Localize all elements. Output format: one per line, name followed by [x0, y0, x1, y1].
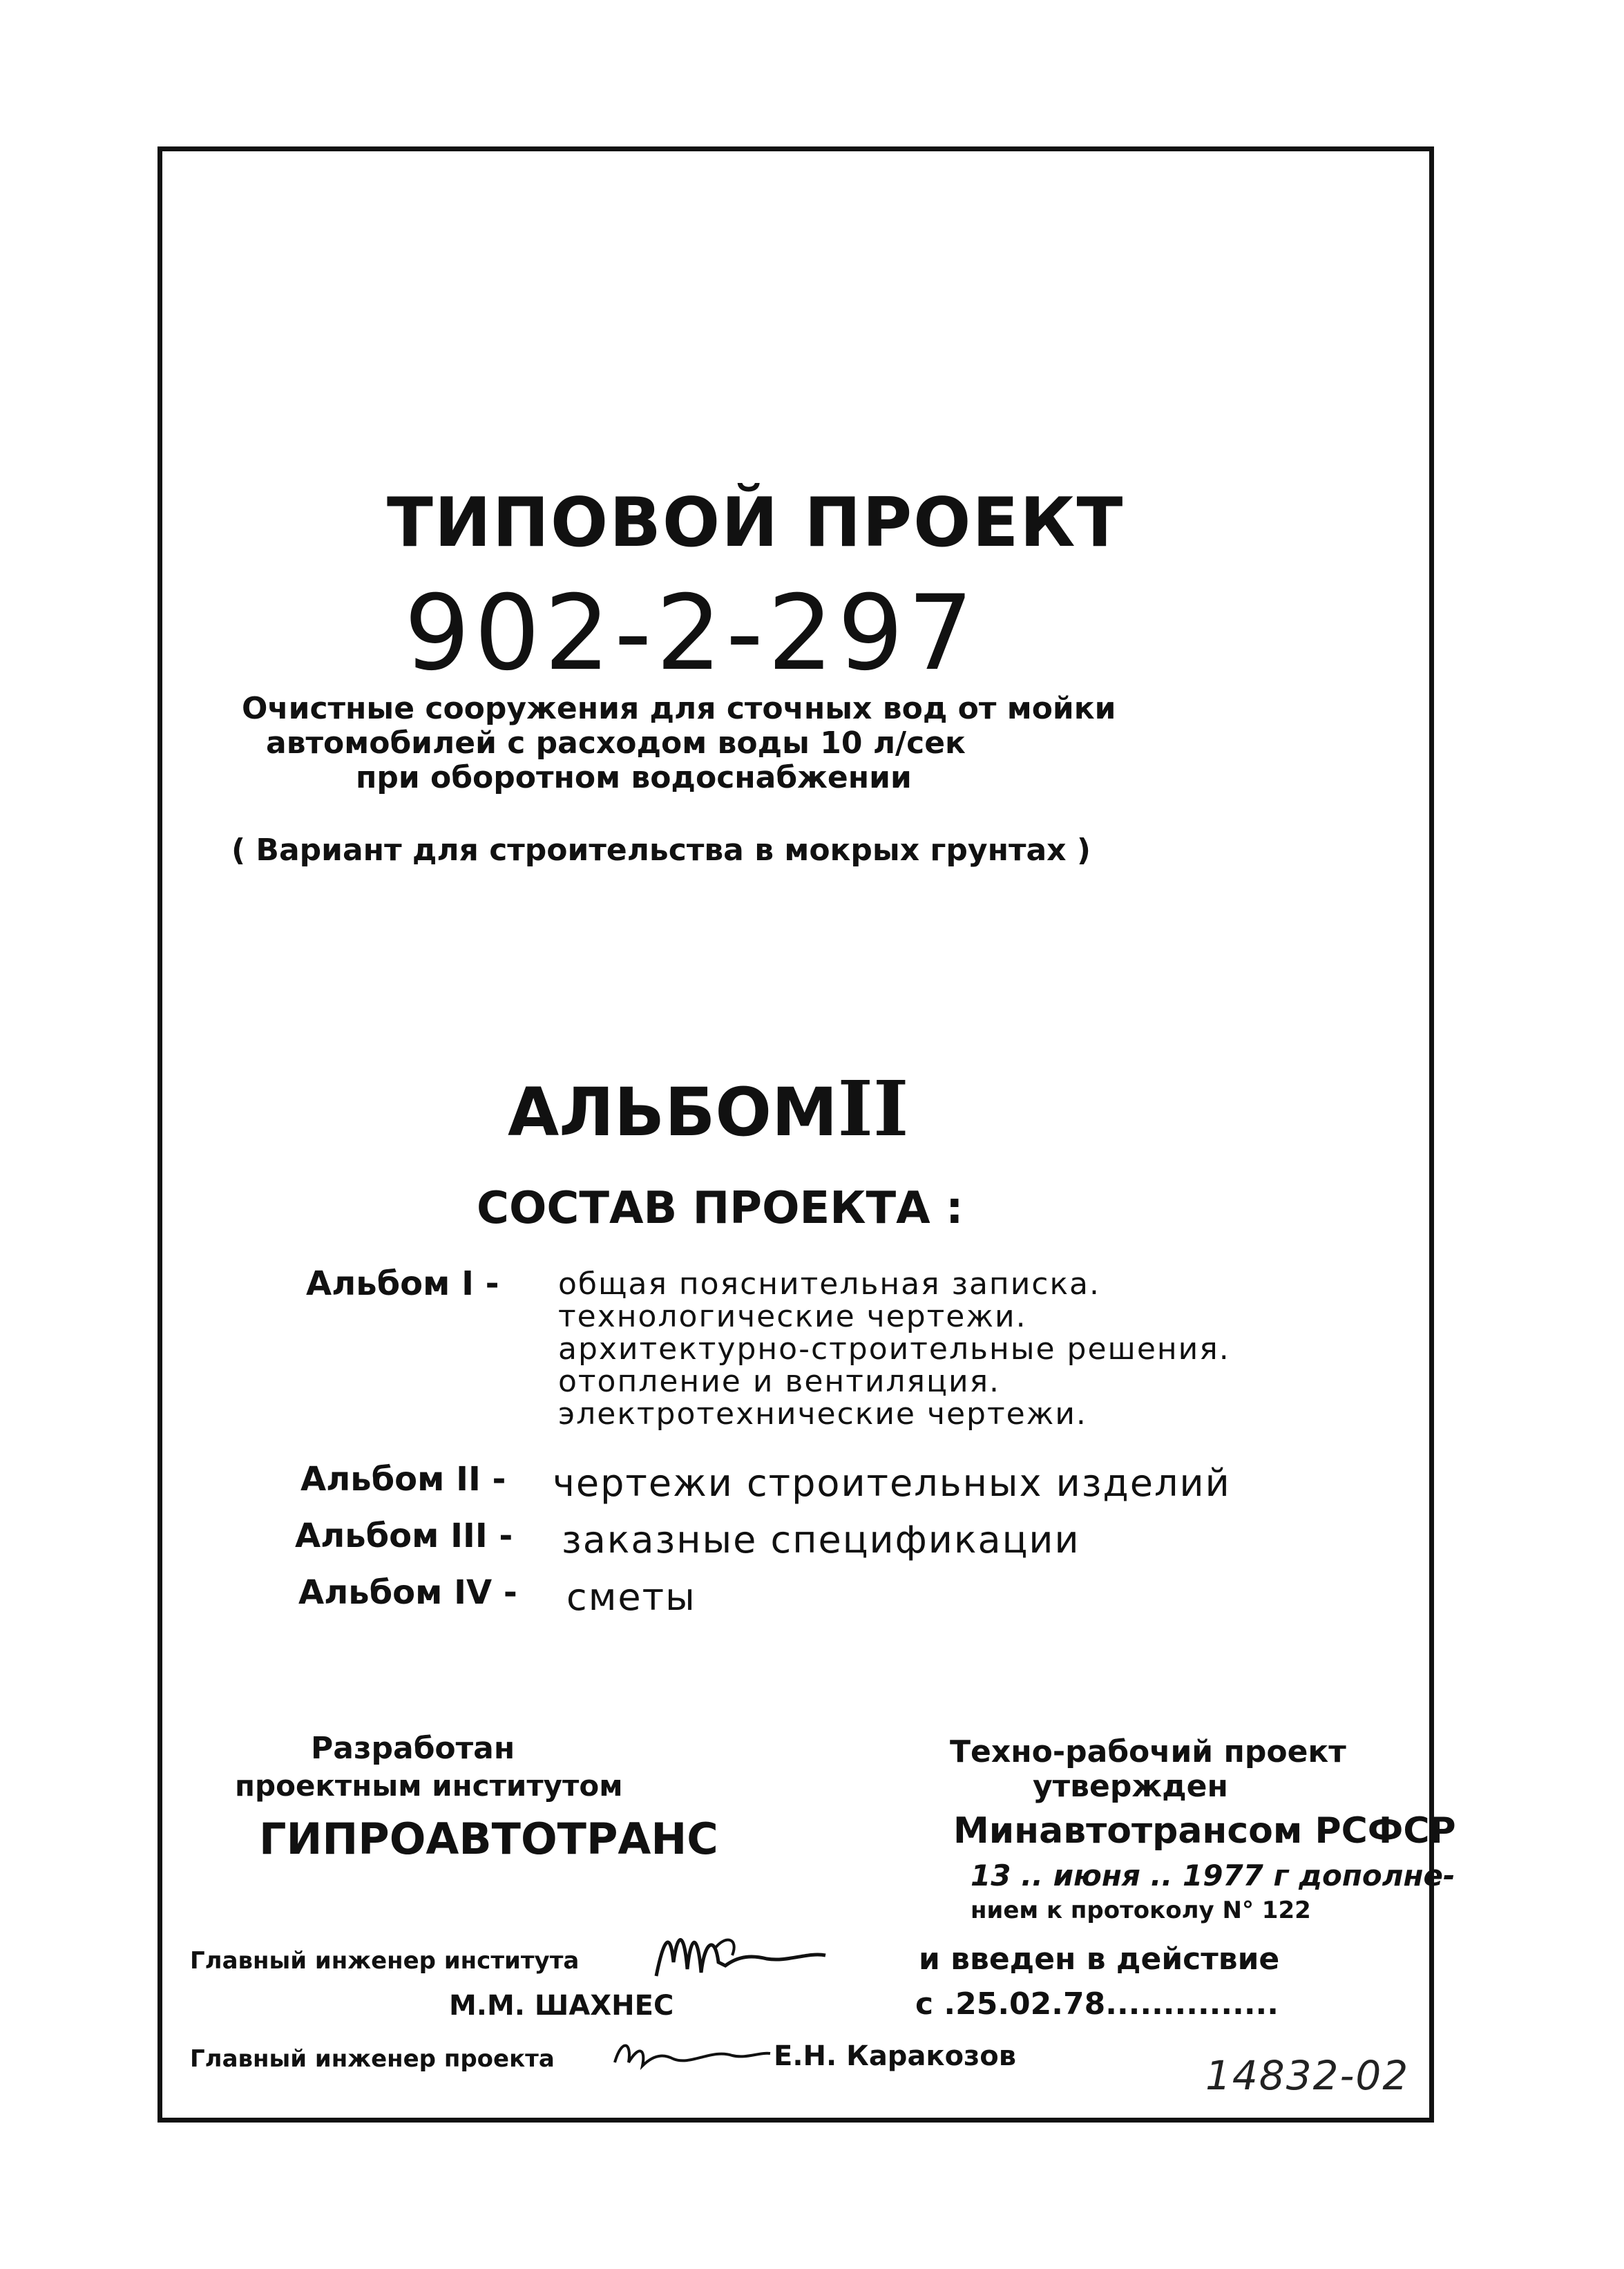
album-label: АЛЬБОМ [508, 1074, 838, 1151]
album-4-item: сметы [566, 1575, 696, 1619]
album-1-item: технологические чертежи. [558, 1299, 1027, 1334]
effective-date: с .25.02.78............... [915, 1986, 1279, 2022]
document-title: ТИПОВОЙ ПРОЕКТ [387, 484, 1125, 562]
description-line-2: автомобилей с расходом воды 10 л/сек [266, 725, 966, 761]
approval-line-1: Техно-рабочий проект [950, 1734, 1346, 1769]
approval-line-3: Минавтотрансом РСФСР [953, 1810, 1456, 1852]
album-heading [508, 1064, 908, 1153]
approval-date: 13 .. июня .. 1977 г дополне- [971, 1859, 1455, 1892]
project-signature [608, 2024, 774, 2080]
developer-line-1: Разработан [311, 1731, 515, 1766]
institute-signature [649, 1914, 829, 1990]
description-line-3: при оборотном водоснабжении [356, 760, 912, 795]
description-line-1: Очистные сооружения для сточных вод от мойки [242, 691, 1116, 726]
album-3-item: заказные спецификации [562, 1518, 1080, 1561]
approval-line-6: и введен в действие [919, 1942, 1280, 1977]
album-2-name: Альбом II - [300, 1460, 506, 1499]
album-number: II [837, 1064, 909, 1153]
album-1-item: отопление и вентиляция. [558, 1364, 1001, 1399]
archive-number: 14832-02 [1205, 2052, 1410, 2099]
approval-line-2: утвержден [1033, 1769, 1228, 1804]
project-number: 902-2-297 [404, 573, 978, 694]
developer-institute: ГИПРОАВТОТРАНС [259, 1814, 718, 1864]
chief-project-name: Е.Н. Каракозов [774, 2040, 1017, 2072]
chief-institute-title: Главный инженер института [190, 1947, 580, 1975]
composition-title: СОСТАВ ПРОЕКТА : [477, 1183, 964, 1234]
chief-institute-name: М.М. ШАХНЕС [449, 1990, 674, 2022]
approval-protocol: нием к протоколу N° 122 [971, 1897, 1311, 1924]
album-1-item: общая пояснительная записка. [558, 1266, 1101, 1302]
album-1-item: архитектурно-строительные решения. [558, 1331, 1230, 1367]
chief-project-title: Главный инженер проекта [190, 2045, 555, 2073]
album-4-name: Альбом IV - [298, 1573, 517, 1612]
variant-note: ( Вариант для строительства в мокрых грунтах ) [231, 833, 1091, 868]
album-2-item: чертежи строительных изделий [553, 1461, 1231, 1505]
developer-line-2: проектным институтом [235, 1769, 623, 1803]
album-1-name: Альбом I - [306, 1264, 499, 1303]
album-1-item: электротехнические чертежи. [558, 1396, 1087, 1432]
album-3-name: Альбом III - [295, 1517, 513, 1555]
